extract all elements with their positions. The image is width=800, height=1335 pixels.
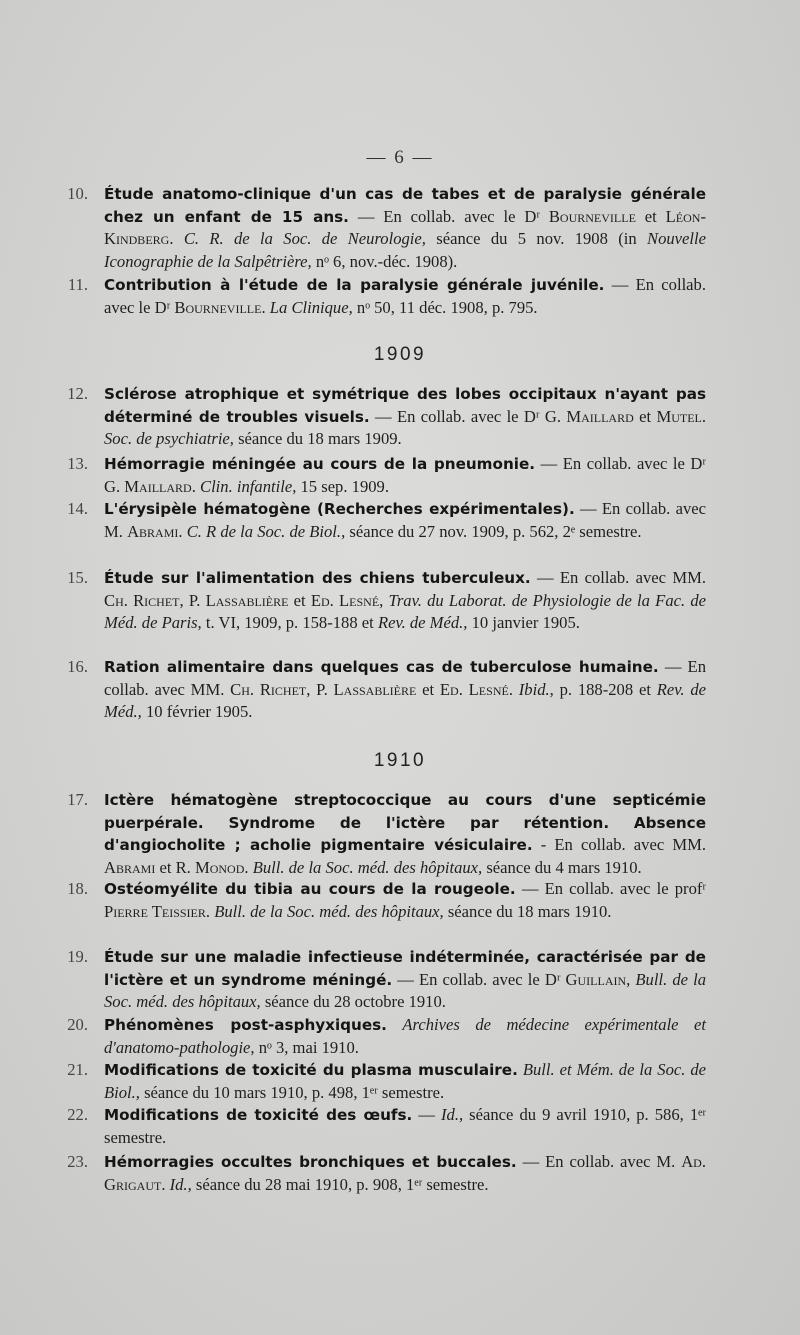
entry-text: — En collab. avec le Dʳ	[392, 969, 566, 989]
journal-name: Archives de médecine expérimentale et d'anatomo-pathologie,	[104, 1015, 706, 1057]
journal-name: Bull. de la Soc. méd. des hôpitaux,	[214, 901, 444, 921]
journal-name: C. R. de la Soc. de Neurologie,	[183, 229, 426, 249]
entry-text: — En collab. avec le Dʳ	[104, 275, 706, 317]
entry-text: .	[205, 901, 215, 921]
journal-name: La Clinique,	[269, 297, 353, 317]
author-name: Maillard	[566, 406, 634, 426]
entry-text: .	[701, 406, 707, 426]
entry-text: — En collab. avec MM.	[104, 657, 706, 699]
entry-text: et	[288, 590, 311, 610]
entry-text: ,	[379, 590, 389, 610]
entry-title: Phénomènes post-asphyxiques.	[104, 1016, 387, 1034]
entry-text: et	[416, 679, 440, 699]
bibliography-entry	[58, 183, 706, 274]
journal-name: Bull. de la Soc. méd. des hôpitaux,	[252, 858, 483, 878]
entry-text: — En collab. avec MM.	[530, 568, 706, 587]
bibliography-entry	[58, 274, 706, 319]
author-name: Ed. Lesné	[439, 679, 509, 699]
author-name: Lassablière	[333, 679, 417, 699]
journal-name: Soc. de psychiatrie,	[104, 429, 234, 449]
entry-text: — En collab. avec le Dʳ	[348, 206, 549, 226]
journal-name: Trav. du Laborat. de Physiologie de la Fac. de Méd. de Paris,	[104, 590, 707, 633]
entry-title: Ictère hématogène streptococcique au cours d'une septicémie puerpérale. Syndrome de l'ictère par rétention. Absence d'angiocholite ; acholie pigmentaire vésiculaire.	[104, 791, 706, 855]
entry-number: 20.	[67, 1015, 88, 1034]
entry-number: 12.	[67, 384, 88, 403]
bibliography-entry	[58, 453, 706, 498]
entry-text: séance du 28 octobre 1910.	[260, 992, 446, 1012]
author-name: Lassablière	[205, 590, 289, 610]
bibliography-entry	[58, 1059, 706, 1104]
entry-text: ,	[626, 969, 636, 989]
author-name: Abrami	[104, 858, 156, 878]
entry-text: .	[244, 858, 253, 878]
author-name: Bourneville	[548, 206, 636, 226]
author-name: Ed. Lesné	[310, 590, 380, 610]
entry-text: .	[191, 476, 200, 496]
entry-text: séance du 18 mars 1910.	[443, 901, 612, 921]
bibliography-entry	[58, 567, 706, 635]
entry-text: t. VI, 1909, p. 158-188 et	[201, 613, 378, 633]
entry-text: séance du 27 nov. 1909, p. 562, 2ᵉ semestre.	[345, 521, 642, 541]
author-name: Léon-Kindberg	[104, 206, 706, 249]
entry-title: Sclérose atrophique et symétrique des lobes occipitaux n'ayant pas déterminé de troubles visuels.	[104, 385, 706, 426]
journal-name: Bull. de la Soc. méd. des hôpitaux,	[104, 969, 706, 1012]
entry-text: —	[412, 1105, 442, 1124]
entry-text: 15 sep. 1909.	[296, 476, 389, 496]
entry-text: — En collab. avec M.	[104, 499, 706, 541]
bibliography-entry	[58, 656, 706, 724]
entry-title: Modifications de toxicité des œufs.	[104, 1106, 413, 1124]
entry-number: 14.	[67, 499, 88, 518]
entry-text: séance du 10 mars 1910, p. 498, 1ᵉʳ semestre.	[139, 1082, 445, 1102]
entry-text: .	[161, 1174, 170, 1194]
entry-title: Hémorragie méningée au cours de la pneumonie.	[104, 455, 536, 473]
entry-title: Ostéomyélite du tibia au cours de la rougeole.	[104, 880, 516, 898]
bibliography-entry	[58, 789, 706, 880]
entry-title: Contribution à l'étude de la paralysie générale juvénile.	[104, 276, 605, 294]
entry-text: nᵒ 3, mai 1910.	[254, 1037, 359, 1057]
journal-name: Bull. et Mém. de la Soc. de Biol.,	[104, 1060, 707, 1102]
entry-text: - En collab. avec MM.	[532, 835, 706, 855]
entry-text: .	[169, 229, 184, 249]
entry-text: 10 février 1905.	[141, 702, 253, 722]
entry-text: p. 188-208 et	[553, 679, 657, 699]
entry-title: Hémorragies occultes bronchiques et buccales.	[104, 1153, 517, 1171]
entry-title: Ration alimentaire dans quelques cas de tuberculose humaine.	[104, 658, 659, 676]
journal-name: C. R de la Soc. de Biol.,	[186, 521, 346, 541]
journal-name: Rev. de Méd.,	[377, 613, 468, 633]
entry-text: nᵒ 6, nov.-déc. 1908).	[311, 252, 458, 272]
entry-text: — En collab. avec le Dʳ G.	[369, 406, 567, 426]
author-name: Pierre Teissier	[104, 901, 206, 921]
bibliography-entry	[58, 1014, 706, 1059]
bibliography-entry	[58, 946, 706, 1014]
author-name: Guillain	[565, 969, 627, 989]
entry-text: .	[508, 679, 519, 699]
author-name: Ch. Richet	[104, 590, 180, 610]
entry-number: 19.	[67, 947, 88, 966]
entry-text: nᵒ 50, 11 déc. 1908, p. 795.	[352, 297, 538, 317]
entry-text: , P.	[306, 679, 334, 699]
entry-title: Modifications de toxicité du plasma musculaire.	[104, 1061, 518, 1079]
bibliography-entry	[58, 1151, 706, 1196]
entry-number: 11.	[67, 275, 88, 294]
entry-number: 15.	[67, 568, 88, 587]
entry-text: séance du 5 nov. 1908 (in	[425, 229, 648, 249]
year-heading: 1910	[373, 750, 427, 771]
entry-text: .	[261, 297, 270, 317]
entry-text: — En collab. avec le Dʳ G.	[104, 454, 706, 496]
entry-number: 22.	[67, 1105, 88, 1124]
journal-name: Id.,	[441, 1105, 464, 1124]
author-name: Maillard	[124, 476, 192, 496]
entry-number: 17.	[67, 790, 88, 809]
entry-title: Étude sur l'alimentation des chiens tuberculeux.	[104, 569, 531, 587]
entry-text: .	[178, 521, 187, 541]
entry-number: 13.	[67, 454, 88, 473]
journal-name: Clin. infantile,	[200, 476, 297, 496]
entry-number: 21.	[67, 1060, 88, 1079]
entry-text: et	[633, 406, 657, 426]
entry-text: , P.	[179, 590, 206, 610]
entry-text: et	[635, 206, 666, 226]
bibliography-entry	[58, 383, 706, 451]
page-number: — 6 —	[366, 147, 434, 168]
bibliography-entry	[58, 878, 706, 923]
entry-text: séance du 9 avril 1910, p. 586, 1ᵉʳ semestre.	[104, 1105, 706, 1147]
entry-number: 16.	[67, 657, 88, 676]
author-name: Bourneville	[174, 297, 262, 317]
entry-text: — En collab. avec le profʳ	[515, 879, 707, 898]
bibliography-entry	[58, 1104, 706, 1149]
entry-text: séance du 4 mars 1910.	[482, 858, 642, 878]
bibliography-entry	[58, 498, 706, 543]
journal-name: Id.,	[169, 1174, 192, 1194]
journal-name: Rev. de Méd.,	[104, 679, 706, 722]
entry-text: et R.	[155, 858, 195, 878]
entry-text: séance du 18 mars 1909.	[233, 429, 402, 449]
author-name: Abrami	[127, 521, 179, 541]
entry-text: séance du 28 mai 1910, p. 908, 1ᵉʳ semestre.	[191, 1174, 489, 1194]
journal-name: Nouvelle Iconographie de la Salpêtrière,	[104, 229, 706, 272]
entry-number: 23.	[67, 1152, 88, 1171]
entry-title: Étude anatomo-clinique d'un cas de tabes et de paralysie générale chez un enfant de 15 ans.	[104, 185, 706, 226]
entry-number: 18.	[67, 879, 88, 898]
entry-title: L'érysipèle hématogène (Recherches expérimentales).	[104, 500, 575, 518]
entry-text: — En collab. avec M.	[516, 1152, 682, 1171]
entry-text	[387, 1015, 402, 1034]
journal-name: Ibid.,	[518, 679, 554, 699]
author-name: Ch. Richet	[230, 679, 307, 699]
entry-number: 10.	[67, 184, 88, 203]
author-name: Ad. Grigaut	[104, 1152, 707, 1194]
entry-text: 10 janvier 1905.	[467, 613, 580, 633]
author-name: Monod	[194, 858, 245, 878]
entry-title: Étude sur une maladie infectieuse indéterminée, caractérisée par de l'ictère et un syndrome méningé.	[104, 948, 706, 989]
year-heading: 1909	[373, 344, 427, 365]
author-name: Mutel	[656, 406, 702, 426]
